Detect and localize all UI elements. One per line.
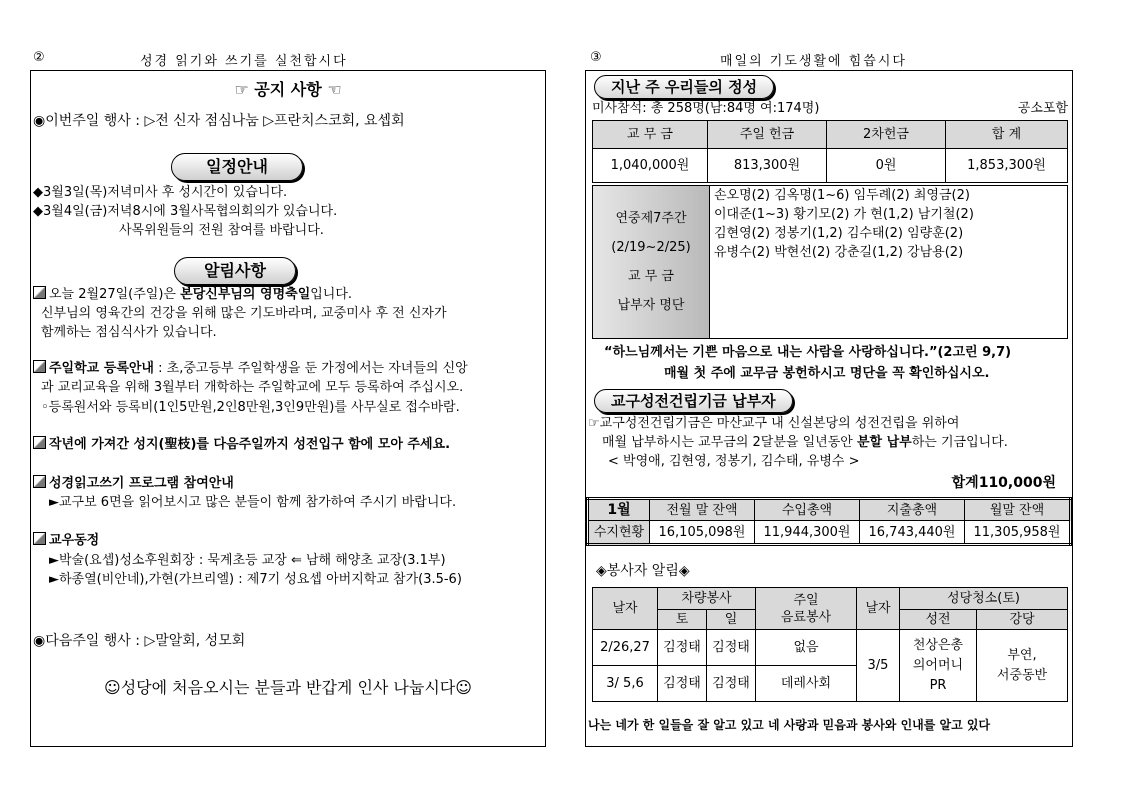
donor-row: 유병수(2) 박현선(2) 강춘길(1,2) 강남용(2): [714, 245, 964, 260]
schedule-item-2: ◆3월4일(금)저녁8시에 3월사목협의회의가 있습니다.: [33, 204, 338, 219]
ann1-bold: 본당신부님의 영명축일: [180, 287, 311, 302]
schedule-item-1: ◆3월3일(목)저녁미사 후 성시간이 있습니다.: [33, 185, 288, 200]
balance-value: 11,944,300원: [755, 521, 860, 545]
vol-header-hall: 강당: [977, 610, 1068, 630]
left-page-number: ②: [33, 50, 45, 65]
square-bullet-icon: [33, 286, 46, 299]
donor-label-line: (2/19~2/25): [611, 240, 691, 255]
balance-value: 16,743,440원: [860, 521, 965, 545]
fund-total: 합계110,000원: [951, 475, 1056, 491]
announcement-1: [33, 285, 352, 304]
left-page-header: 성경 읽기와 쓰기를 실천합시다: [140, 54, 348, 69]
offering-value: 1,040,000원: [593, 149, 708, 183]
announcement-2: [33, 359, 468, 378]
offering-value: 1,853,300원: [946, 149, 1068, 183]
fund-line2-bold: 분할 납부: [856, 435, 912, 450]
fund-line2-pre: 매월 납부하시는 교무금의 2달분을 일년동안: [602, 435, 857, 450]
announcement-4-title: [33, 474, 234, 493]
vol-header-sanctuary: 성전: [900, 610, 977, 630]
announcement-5-line1: ►박술(요셉)성소후원회장 : 묵계초등 교장 ⇐ 남해 해양초 교장(3.1부): [49, 553, 446, 568]
fund-line-2: [602, 433, 1008, 452]
balance-header: 월말 잔액: [965, 499, 1071, 521]
vol-header-clean: 성당청소(토): [900, 588, 1068, 610]
offering-table: [592, 120, 1068, 183]
balance-month: 1월: [588, 499, 650, 521]
volunteer-title: ◈봉사자 알림◈: [596, 563, 690, 579]
attendance: 미사참석: 총 258명(남:84명 여:174명): [592, 101, 820, 116]
balance-value: 16,105,098원: [650, 521, 755, 545]
this-week-events: [33, 111, 405, 131]
clean-date: 3/5: [857, 630, 900, 702]
announcement-1-line3: 함께하는 점심식사가 있습니다.: [41, 325, 217, 340]
square-bullet-icon: [33, 475, 46, 488]
fund-line2-post: 하는 기금입니다.: [911, 435, 1008, 450]
balance-table: [586, 497, 1072, 546]
announce-title: 알림사항: [174, 257, 296, 285]
vol-drink: 없음: [756, 630, 857, 666]
ann5-title-text: 교우동정: [49, 533, 100, 548]
offering-value: 813,300원: [708, 149, 827, 183]
quote-sub: 매월 첫 주에 교무금 봉헌하시고 명단을 꼭 확인하십시오.: [664, 366, 990, 381]
quote: “하느님께서는 기쁜 마음으로 내는 사람을 사랑하십니다.”(2고린 9,7): [604, 345, 1012, 360]
offering-header: 합 계: [946, 121, 1068, 149]
fund-line-1: ☞교구성전건립기금은 마산교구 내 신설본당의 성전건립을 위하여: [588, 416, 960, 431]
ann2-rest: : 초,중고등부 주일학생을 둔 가정에서는 자녀들의 신앙: [154, 361, 468, 376]
greeting: ☺성당에 처음오시는 분들과 반갑게 인사 나눕시다☺: [104, 678, 472, 697]
right-page-number: ③: [590, 50, 602, 65]
offering-header: 주일 헌금: [708, 121, 827, 149]
donor-label: [592, 185, 710, 339]
vol-header-sun: 일: [707, 610, 756, 630]
vol-header-drink: 주일 음료봉사: [756, 588, 857, 630]
notice-title: ☞ 공지 사항 ☜: [234, 80, 342, 99]
vol-sun: 김정태: [707, 666, 756, 702]
donor-row: 이대준(1~3) 황기모(2) 가 현(1,2) 남기철(2): [714, 207, 974, 222]
donor-row: 손오명(2) 김옥명(1~6) 임두례(2) 최영금(2): [714, 188, 970, 203]
schedule-item-3: 사목위원들의 전원 참여를 바랍니다.: [119, 223, 324, 238]
left-panel: [30, 70, 546, 747]
ann1-pre: 오늘 2월27일(주일)은: [49, 287, 181, 302]
balance-header: 지출총액: [860, 499, 965, 521]
announcement-4-line: ►교구보 6면을 읽어보시고 많은 분들이 함께 참가하여 주시기 바랍니다.: [49, 495, 457, 510]
vol-date: 2/26,27: [593, 630, 658, 666]
donor-label-line: 납부자 명단: [617, 298, 685, 313]
offering-title: 지난 주 우리들의 정성: [594, 75, 774, 99]
fund-names: < 박영애, 김현영, 정봉기, 김수태, 유병수 >: [608, 454, 860, 469]
ann3-text: 작년에 가져간 성지(聖枝)를 다음주일까지 성전입구 함에 모아 주세요.: [49, 437, 451, 452]
volunteer-table: [592, 587, 1068, 702]
this-week-list: ▷전 신자 점심나눔 ▷프란치스코회, 요셉회: [144, 113, 405, 129]
vol-header-date2: 날자: [857, 588, 900, 630]
schedule-title: 일정안내: [171, 153, 303, 181]
attendance-note: 공소포함: [1017, 101, 1068, 116]
footer-verse: 나는 네가 한 일들을 잘 알고 있고 네 사랑과 믿음과 봉사와 인내를 알고 있다: [588, 718, 991, 732]
vol-date: 3/ 5,6: [593, 666, 658, 702]
offering-header: 교 무 금: [593, 121, 708, 149]
offering-header: 2차헌금: [827, 121, 946, 149]
announcement-2-line2: 과 교리교육을 위해 3월부터 개학하는 주일학교에 모두 등록하여 주십시오.: [41, 380, 464, 395]
vol-sat: 김정태: [658, 666, 707, 702]
announcement-2-line3: ◦등록원서와 등록비(1인5만원,2인8만원,3인9만원)를 사무실로 접수바람.: [41, 400, 460, 415]
vol-sat: 김정태: [658, 630, 707, 666]
announcement-3: [33, 435, 450, 454]
square-bullet-icon: [33, 360, 46, 373]
vol-header-sat: 토: [658, 610, 707, 630]
vol-drink: 데레사회: [756, 666, 857, 702]
vol-header-car: 차량봉사: [658, 588, 756, 610]
donor-list: [710, 185, 1068, 339]
balance-label: 수지현황: [588, 521, 650, 545]
vol-header-date: 날자: [593, 588, 658, 630]
clean-hall: 부연, 서중동반: [977, 630, 1068, 702]
balance-header: 수입총액: [755, 499, 860, 521]
this-week-label: ◉이번주일 행사 :: [33, 113, 140, 129]
announcement-5-title: [33, 531, 99, 550]
donor-row: 김현영(2) 정봉기(1,2) 김수태(2) 임량훈(2): [714, 226, 964, 241]
announcement-5-line2: ►하종열(비안네),가현(가브리엘) : 제7기 성요셉 아버지학교 참가(3.5-6): [49, 572, 462, 587]
offering-value: 0원: [827, 149, 946, 183]
right-panel: [585, 70, 1073, 747]
right-page-header: 매일의 기도생활에 힘씁시다: [720, 54, 907, 69]
balance-header: 전월 말 잔액: [650, 499, 755, 521]
ann1-post: 입니다.: [310, 287, 353, 302]
announcement-1-line2: 신부님의 영육간의 건강을 위해 많은 기도바라며, 교중미사 후 전 신자가: [41, 306, 447, 321]
next-week-events: [33, 631, 245, 651]
ann2-bold: 주일학교 등록안내: [49, 361, 154, 376]
next-week-list: ▷말알회, 성모회: [144, 633, 246, 649]
square-bullet-icon: [33, 436, 46, 449]
ann4-title-text: 성경읽고쓰기 프로그램 참여안내: [49, 476, 234, 491]
donor-label-line: 교 무 금: [628, 269, 674, 284]
vol-sun: 김정태: [707, 630, 756, 666]
balance-value: 11,305,958원: [965, 521, 1071, 545]
clean-sanctuary: 천상은총 의어머니 PR: [900, 630, 977, 702]
next-week-label: ◉다음주일 행사 :: [33, 633, 140, 649]
donor-label-line: 연중제7주간: [615, 211, 687, 226]
square-bullet-icon: [33, 532, 46, 545]
fund-title: 교구성전건립기금 납부자: [594, 389, 793, 413]
